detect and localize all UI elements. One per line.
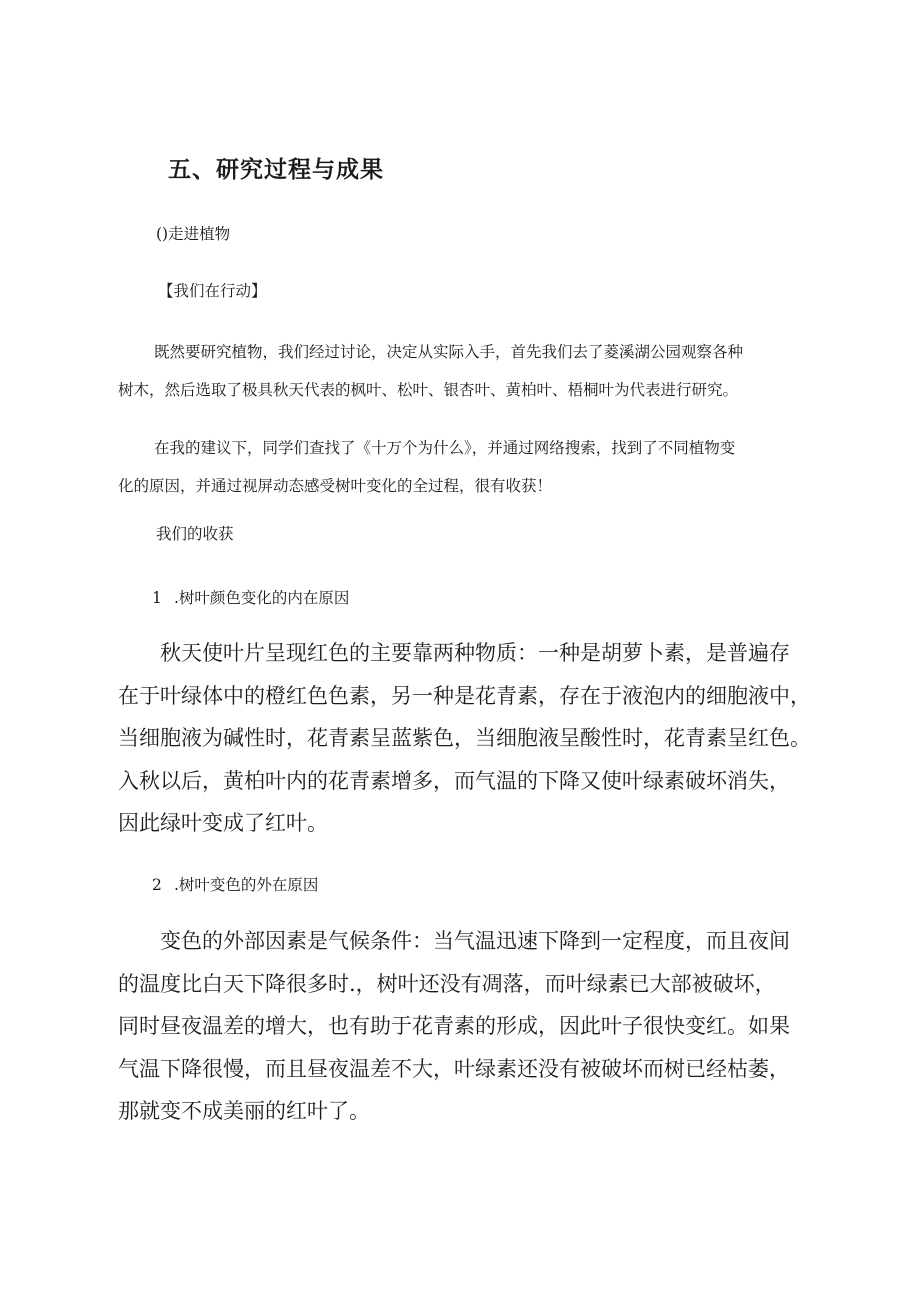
- action-heading: 【我们在行动】: [158, 282, 267, 300]
- research-paragraph: [118, 429, 808, 505]
- paragraph-line: 同时昼夜温差的增大，也有助于花青素的形成，因此叶子很快变红。如果: [118, 1014, 790, 1038]
- paragraph-line: 入秋以后，黄柏叶内的花青素增多，而气温的下降又使叶绿素破坏消失，: [118, 768, 790, 793]
- paragraph-line: 那就变不成美丽的红叶了。: [118, 1099, 370, 1123]
- item-1-heading: [152, 587, 349, 609]
- paragraph-line: 化的原因，并通过视屏动态感受树叶变化的全过程，很有收获！: [118, 477, 553, 495]
- item-2-paragraph: [118, 920, 830, 1133]
- item-label: .树叶颜色变化的内在原因: [174, 589, 350, 607]
- paragraph-line: 因此绿叶变成了红叶。: [118, 811, 328, 835]
- item-number: 2: [152, 876, 162, 894]
- item-2-heading: [152, 874, 318, 896]
- paragraph-line: 气温下降很慢，而且昼夜温差不大，叶绿素还没有被破坏而树已经枯萎，: [118, 1056, 790, 1081]
- paragraph-line: 既然要研究植物，我们经过讨论，决定从实际入手，首先我们去了菱溪湖公园观察各种: [154, 343, 744, 361]
- paragraph-line: 在于叶绿体中的橙红色色素，另一种是花青素，存在于液泡内的细胞液中，: [118, 683, 811, 708]
- item-1-paragraph: [118, 632, 830, 845]
- paragraph-line: 树木，然后选取了极具秋天代表的枫叶、松叶、银杏叶、黄柏叶、梧桐叶为代表进行研究。: [118, 381, 739, 399]
- item-label: .树叶变色的外在原因: [174, 876, 319, 894]
- item-number: 1: [152, 589, 162, 607]
- paragraph-line: 当细胞液为碱性时，花青素呈蓝紫色，当细胞液呈酸性时，花青素呈红色。: [118, 726, 811, 750]
- subsection-heading: ()走进植物: [156, 225, 231, 243]
- paragraph-line: 秋天使叶片呈现红色的主要靠两种物质：一种是胡萝卜素，是普遍存: [160, 641, 790, 665]
- harvest-heading: 我们的收获: [156, 525, 234, 543]
- paragraph-line: 变色的外部因素是气候条件：当气温迅速下降到一定程度，而且夜间: [160, 929, 790, 953]
- paragraph-line: 在我的建议下，同学们查找了《十万个为什么》，并通过网络搜索，找到了不同植物变: [154, 439, 736, 457]
- intro-paragraph: [118, 333, 808, 409]
- paragraph-line: 的温度比白天下降很多时.，树叶还没有凋落，而叶绿素已大部被破坏，: [118, 971, 776, 996]
- section-title: 五、研究过程与成果: [168, 156, 384, 183]
